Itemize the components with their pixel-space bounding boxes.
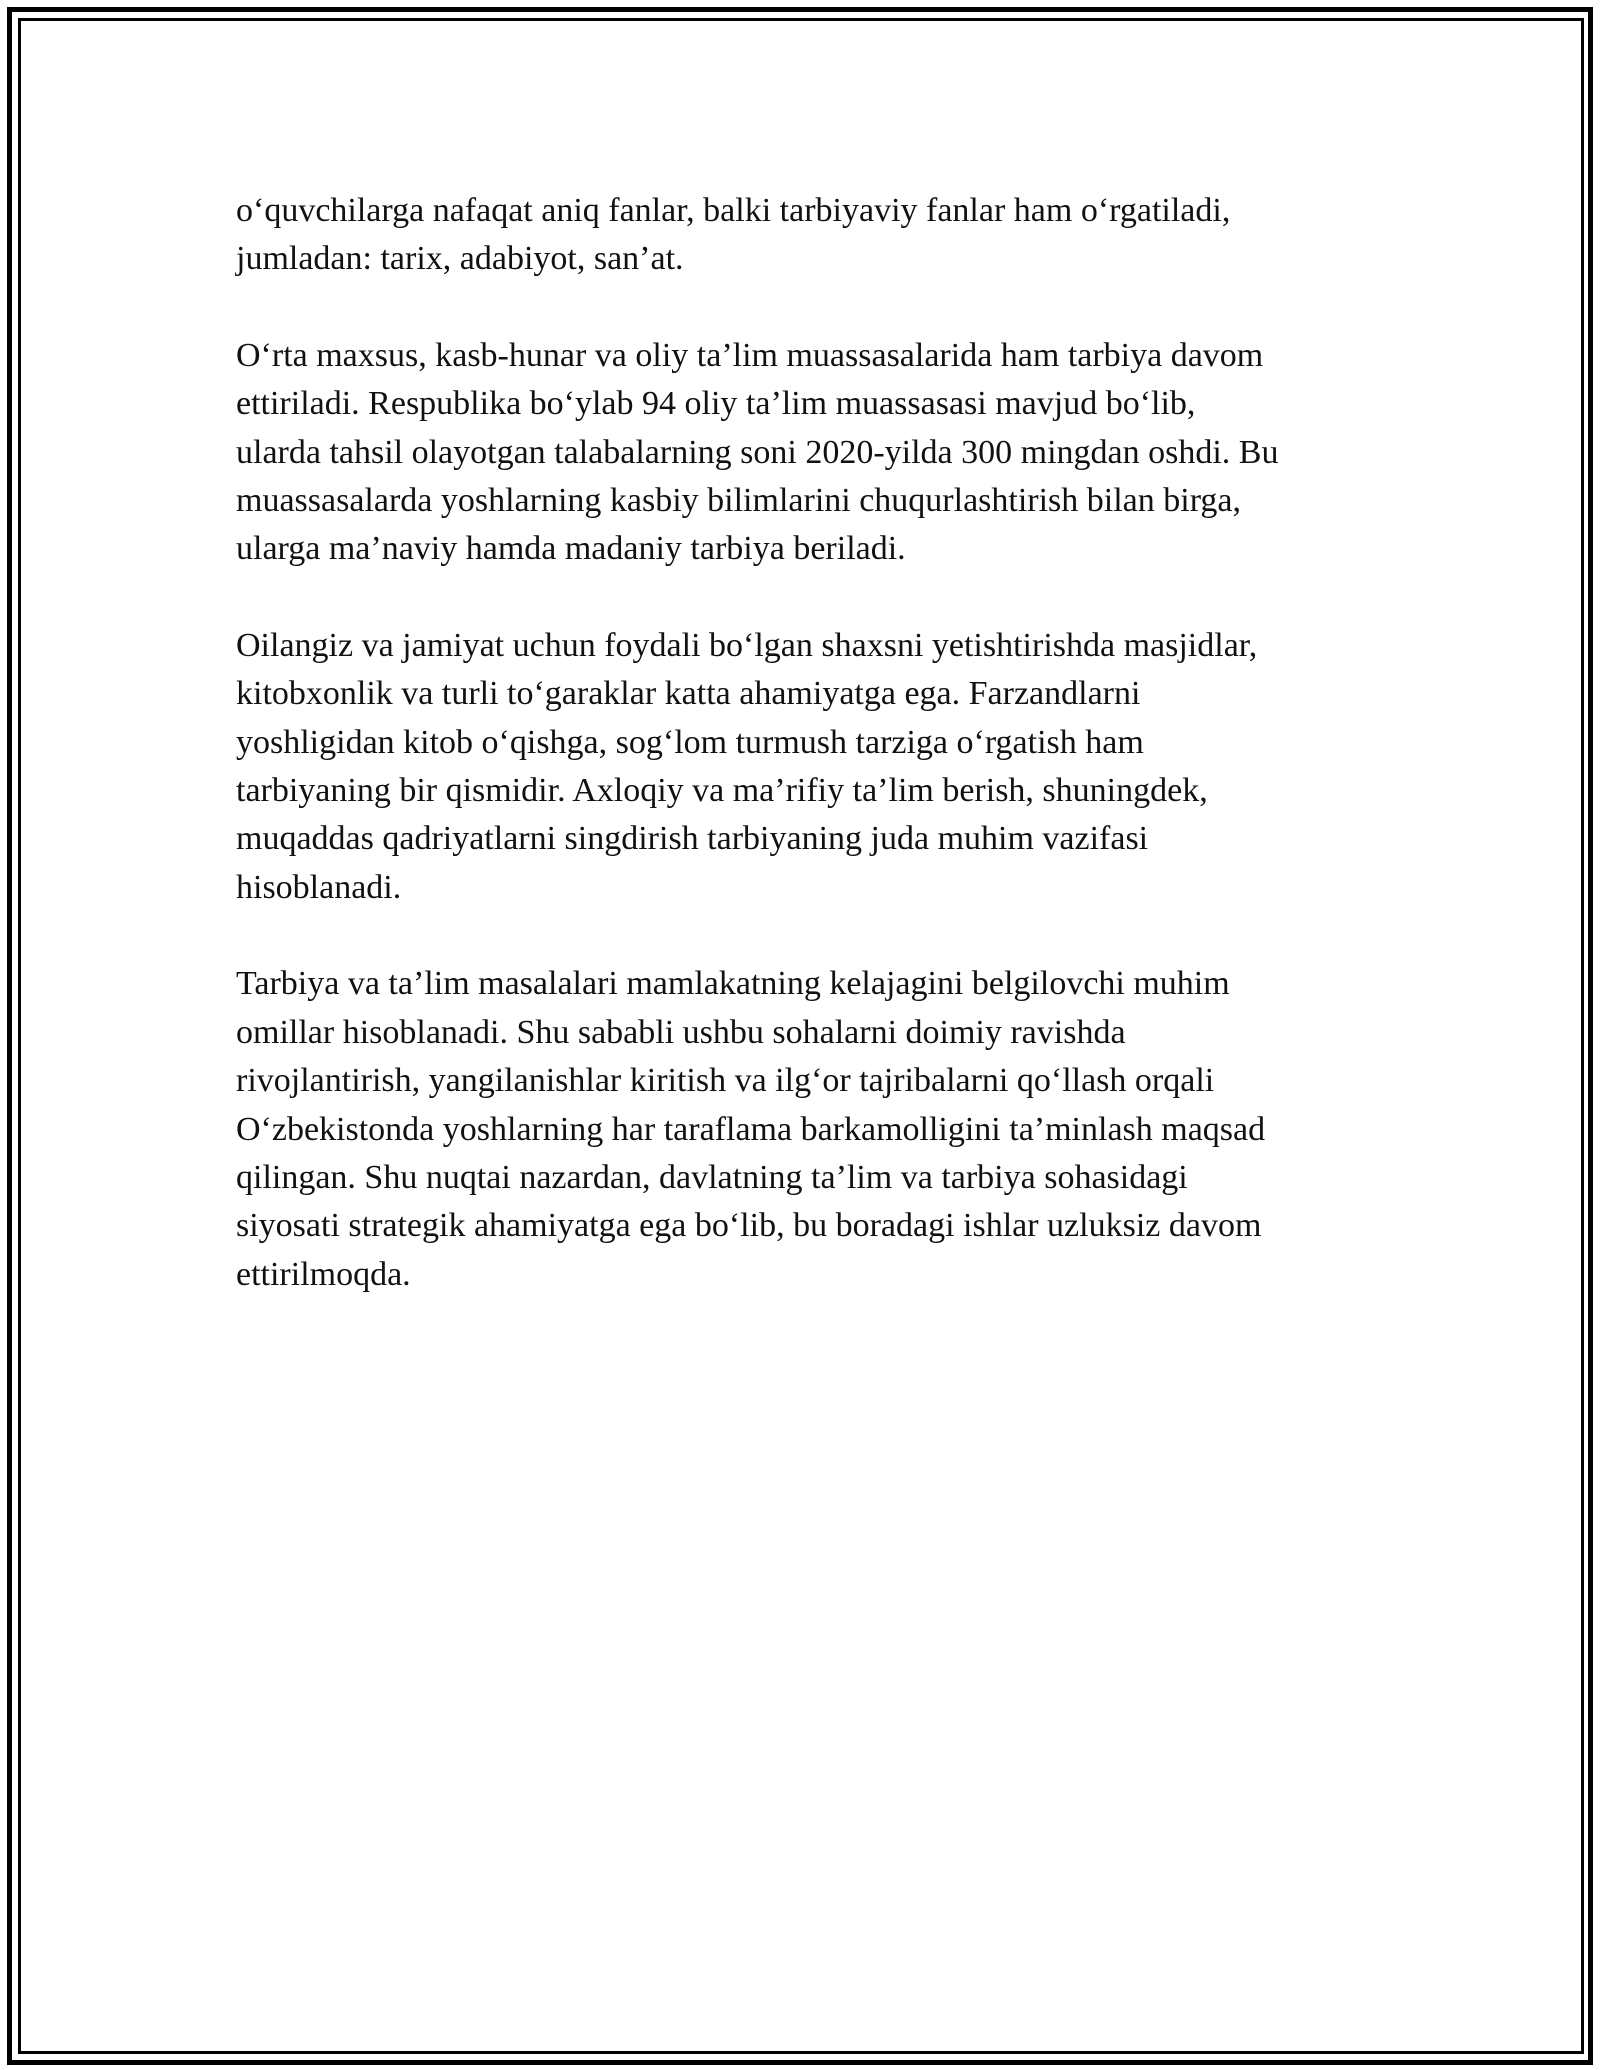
paragraph: o‘quvchilarga nafaqat aniq fanlar, balki tarbiyaviy fanlar ham o‘rgatiladi, jumladan: tarix, adabiyot, san’at. [236,192,1231,278]
paragraph: Oilangiz va jamiyat uchun foydali bo‘lgan shaxsni yetishtirishda masjidlar, kitobxonlik va turli to‘garaklar katta ahamiyatga ega. Farzandlarni yoshligidan kitob o‘qishga, sog‘lom turmush tarziga o‘rgatish ham tarbiyaning bir qismidir. Axloqiy va ma’rifiy ta’lim berish, shuningdek, muqaddas qadriyatlarni singdirish tarbiyaning juda muhim vazifasi hisoblanadi. [236,626,1258,906]
paragraph: Tarbiya va ta’lim masalalari mamlakatning kelajagini belgilovchi muhim omillar hisoblanadi. Shu sababli ushbu sohalarni doimiy ravishda rivojlantirish, yangilanishlar kiritish va ilg‘or tajribalarni qo‘llash orqali O‘zbekistonda yoshlarning har taraflama barkamolligini ta’minlash maqsad qilingan. Shu nuqtai nazardan, davlatning ta’lim va tarbiya sohasidagi siyosati strategik ahamiyatga ega bo‘lib, bu boradagi ishlar uzluksiz davom ettirilmoqda. [236,965,1266,1293]
document-body [236,187,1386,1347]
paragraph: O‘rta maxsus, kasb-hunar va oliy ta’lim muassasalarida ham tarbiya davom ettiriladi. Respublika bo‘ylab 94 oliy ta’lim muassasasi mavjud bo‘lib, ularda tahsil olayotgan talabalarning soni 2020-yilda 300 mingdan oshdi. Bu muassasalarda yoshlarning kasbiy bilimlarini chuqurlashtirish bilan birga, ularga ma’naviy hamda madaniy tarbiya beriladi. [236,336,1279,568]
